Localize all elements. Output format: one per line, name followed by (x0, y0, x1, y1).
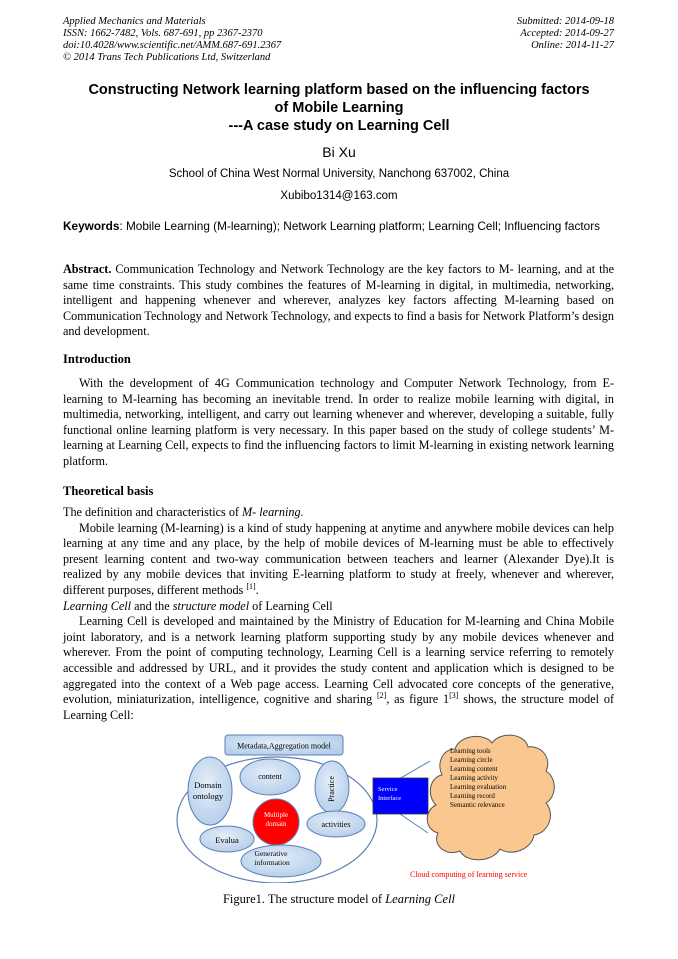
subheading-learning-cell (63, 599, 614, 615)
affiliation: School of China West Normal University, Nanchong 637002, China (168, 168, 510, 180)
generative-label-2: information (254, 858, 290, 867)
journal-copyright: © 2014 Trans Tech Publications Ltd, Switzerland (63, 52, 271, 63)
title-line-3: ---A case study on Learning Cell (228, 118, 450, 134)
journal-doi: doi:10.4028/www.scientific.net/AMM.687-691.2367 (63, 40, 282, 51)
abstract (63, 262, 614, 340)
cloud-computing-label: Cloud computing of learning service (410, 870, 528, 879)
introduction-paragraph: With the development of 4G Communication technology and Computer Network Technology, from E-learning to M-learning has becoming an inevitable trend. In order to realize mobile learning with digital, in multimedia, networking, intelligent, and carry out learning whenever and wherever, developing a suitable, fully functional online learning platform is very necessary. In this paper based on the study of college students’ M-learning at Learning Cell, expects to find the influencing factors to limit M-learning in existing network learning platform. (63, 376, 614, 468)
cloud-item-3: Learning content (450, 765, 498, 773)
paper-title (60, 81, 618, 135)
introduction-heading: Introduction (63, 352, 131, 366)
domain-label-1: Domain (194, 780, 222, 790)
title-line-1: Constructing Network learning platform based on the influencing factors (88, 82, 590, 98)
submitted-date: Submitted: 2014-09-18 (516, 16, 614, 27)
cloud-item-5: Learning evaluation (450, 783, 507, 791)
theory-heading: Theoretical basis (63, 484, 154, 498)
online-date: Online: 2014-11-27 (531, 40, 614, 51)
service-label-2: Interface (378, 795, 402, 802)
journal-issn: ISSN: 1662-7482, Vols. 687-691, pp 2367-2370 (63, 28, 263, 39)
reference-1: [1] (246, 581, 256, 591)
activities-label: activities (321, 820, 351, 829)
abstract-text: Communication Technology and Network Technology are the key factors to M- learning, and at the same time constraints. This study combines the features of M-learning in digital, in multimedia, networking, intelligent and happening whenever and wherever, analyzes key factors affecting M-learning based on Communication Technology and Network Technology, and expects to find a basis for Network Platform’s design and development. (63, 262, 614, 339)
metadata-label: Metadata,Aggregation model (237, 741, 331, 751)
mlearning-paragraph (63, 521, 614, 599)
caption-text: Figure1. The structure model of (222, 892, 386, 906)
learning-cell-text-3: shows, the structure model of Learning Cell: (63, 692, 614, 722)
author-name: Bi Xu (322, 144, 356, 160)
caption-italic: Learning Cell (385, 892, 456, 906)
structure-model-figure (170, 731, 560, 883)
subheading-definition-italic: M- learning. (242, 505, 304, 519)
subheading-lc-end: of Learning Cell (249, 598, 333, 613)
title-line-2: of Mobile Learning (274, 100, 404, 116)
journal-name: Applied Mechanics and Materials (63, 16, 206, 27)
theory-body (63, 505, 614, 723)
multiple-label-1: Multiple (263, 811, 289, 819)
dates-info (517, 16, 614, 52)
subheading-definition-text: The definition and characteristics of (63, 505, 243, 519)
keywords (63, 219, 614, 233)
content-label: content (258, 772, 282, 781)
learning-cell-text: Learning Cell is developed and maintained by the Ministry of Education for M-learning and China Mobile joint laboratory, and is a network learning platform supporting study by any mobile devices whenever and wherever. From the point of computing technology, Learning Cell is a learning service referring to remotely accessible and addressed by URL, and it provides the study content and application which is designed to be aggregated into the context of a Web page access. Learning Cell advocated core concepts of the generative, evolution, miniaturization, intelligence, cognitive and sharing (63, 614, 614, 707)
evalua-label: Evalua (215, 835, 239, 845)
accepted-date: Accepted: 2014-09-27 (520, 28, 614, 39)
subheading-lc-and: and the (131, 598, 173, 613)
cloud-item-4: Learning activity (450, 774, 499, 782)
subheading-definition (63, 505, 614, 521)
practice-label: Practice (327, 776, 336, 802)
learning-cell-paragraph (63, 614, 614, 723)
multiple-label-2: domain (265, 820, 287, 828)
service-label-1: Service (378, 786, 398, 793)
subheading-lc-structure: structure model (172, 598, 250, 613)
cloud-item-2: Learning circle (450, 756, 493, 764)
keywords-text: : Mobile Learning (M-learning); Network Learning platform; Learning Cell; Influencing factors (119, 219, 601, 233)
cloud-item-1: Learning tools (450, 747, 491, 755)
mlearning-text: Mobile learning (M-learning) is a kind of study happening at anytime and anywhere mobile devices can help learning at any time and any place, by the help of mobile devices of M-learning must be able to effectively present learning content and two-way communication between teachers and learner (Alexander Dye).It is realized by any mobile devices that inviting E-learning platform to study at freely, whenever and wherever, different purposes, different methods (63, 520, 614, 597)
abstract-label: Abstract. (63, 262, 112, 276)
journal-info (63, 16, 281, 64)
cloud-item-7: Semantic relevance (450, 801, 505, 809)
learning-cell-text-2: , as figure 1 (386, 692, 450, 707)
domain-label-2: ontology (192, 791, 224, 801)
keywords-label: Keywords (63, 219, 120, 233)
mlearning-end: . (255, 582, 259, 597)
reference-3: [3] (449, 691, 459, 701)
figure-caption (0, 892, 678, 907)
generative-label-1: Generative (254, 849, 288, 858)
subheading-lc-italic: Learning Cell (63, 598, 132, 613)
cloud-item-6: Learning record (450, 792, 495, 800)
reference-2: [2] (377, 691, 387, 701)
author-email: Xubibo1314@163.com (280, 190, 398, 202)
